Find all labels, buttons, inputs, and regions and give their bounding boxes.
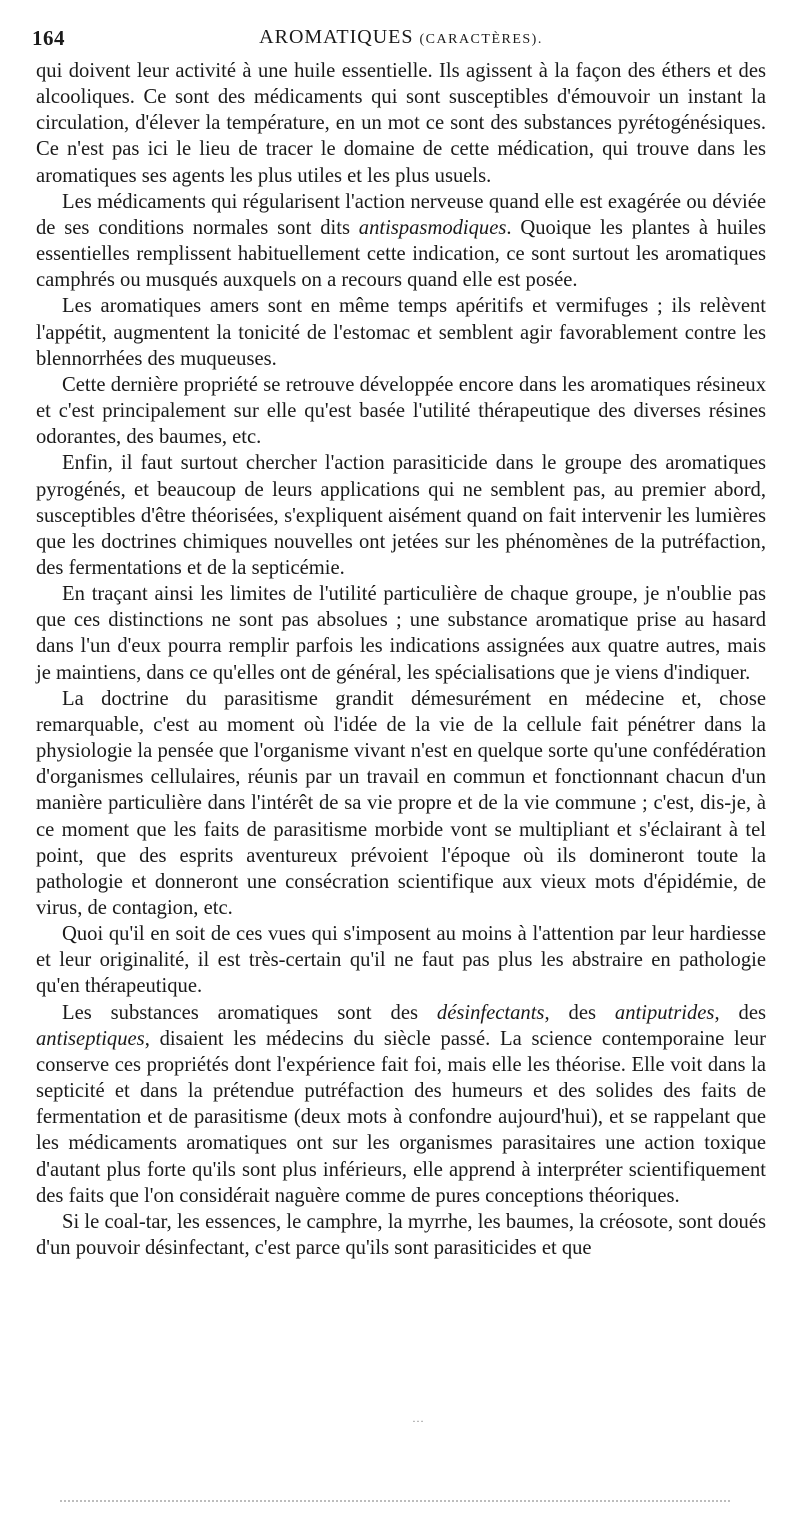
text-run: qui doivent leur activité à une huile essentielle. Ils agissent à la façon des éthers et des alcooliques. Ce sont des médicaments qui sont susceptibles d'émouvoir un instant la circulation, d'élever la température, en un mot ce sont des substances pyrétogénésiques. Ce n'est pas ici le lieu de tracer le domaine de cette médication, qui trouve dans les aromatiques ses agents les plus utiles et les plus usuels. bbox=[36, 60, 766, 187]
running-title-main: AROMATIQUES bbox=[259, 26, 414, 48]
paragraph bbox=[36, 1209, 766, 1261]
page-number: 164 bbox=[32, 26, 65, 50]
text-run: Quoi qu'il en soit de ces vues qui s'imposent au moins à l'attention par leur hardiesse et leur originalité, il est très-certain qu'il ne faut pas plus les abstraire en pathologie qu'en thérapeutique. bbox=[36, 923, 766, 998]
running-header bbox=[32, 26, 770, 52]
paragraph bbox=[36, 58, 766, 189]
text-run: La doctrine du parasitisme grandit démesurément en médecine et, chose remarquable, c'est au moment où l'idée de la vie de la cellule fait pénétrer dans la physiologie la pensée que l'organisme vivant n'est en quelque sorte qu'une confédération d'organismes cellulaires, réunis par un travail en commun et fonctionnant chacun d'un manière particulière dans l'intérêt de sa vie propre et de la vie commune ; c'est, dis-je, à ce moment que les faits de parasitisme morbide vont se multipliant et s'éclairant à tel point, que des esprits aventureux prévoient l'époque où ils domineront toute la pathologie et donneront une consécration scientifique aux vieux mots d'épidémie, de virus, de contagion, etc. bbox=[36, 687, 766, 919]
text-run: . Quoique les plantes à huiles essentielles remplissent habituellement cette indication, ce sont surtout les aromatiques camphrés ou musqués auxquels on a recours quand elle est posée. bbox=[36, 216, 766, 292]
running-title bbox=[32, 26, 770, 49]
italic-term: désinfectants bbox=[436, 1001, 545, 1024]
text-run: , disaient les médecins du siècle passé. La science contemporaine leur conserve ces propriétés dont l'expérience fait foi, mais elle les théorise. Elle voit dans la septicité et dans la prétendue putréfaction des humeurs et des solides des faits de fermentation et de parasitisme (deux mots à confondre aujourd'hui), et se rappelant que les médicaments aromatiques ont sur les organismes parasitaires une action toxique d'autant plus forte qu'ils sont plus inférieurs, elle apprend à interpréter scientifiquement des faits que l'on considérait naguère comme de pures conceptions théoriques. bbox=[36, 1027, 766, 1207]
paragraph bbox=[36, 293, 766, 371]
body-text bbox=[36, 58, 766, 1261]
running-title-subtitle: (CARACTÈRES). bbox=[419, 32, 543, 47]
text-run: Si le coal-tar, les essences, le camphre, la myrrhe, les baumes, la créosote, sont doués d'un pouvoir désinfectant, c'est parce qu'ils sont parasiticides et que bbox=[36, 1210, 766, 1260]
text-run: Les aromatiques amers sont en même temps apéritifs et vermifuges ; ils relèvent l'appétit, augmentent la tonicité de l'estomac et semblent agir favorablement contre les blennorrhées des muqueuses. bbox=[36, 295, 766, 370]
paragraph bbox=[36, 581, 766, 686]
paragraph bbox=[36, 1000, 766, 1209]
italic-term: antiseptiques bbox=[36, 1027, 145, 1050]
text-run: Enfin, il faut surtout chercher l'action parasiticide dans le groupe des aromatiques pyrogénés, et beaucoup de leurs applications qui ne semblent pas, au premier abord, susceptibles d'être théorisées, s'expliquent aisément quand on fait intervenir les lumières que les doctrines chimiques nouvelles ont jetées sur les phénomènes de la putréfaction, des fermentations et de la septicémie. bbox=[36, 452, 766, 579]
paragraph bbox=[36, 450, 766, 581]
text-run: , des bbox=[714, 1001, 766, 1024]
paragraph bbox=[36, 921, 766, 999]
paragraph bbox=[36, 189, 766, 294]
page-mark: … bbox=[412, 1411, 424, 1425]
paragraph bbox=[36, 372, 766, 450]
italic-term: antiputrides bbox=[614, 1001, 715, 1024]
text-run: Les médicaments qui régularisent l'action nerveuse quand elle est exagérée ou déviée de ses conditions normales sont dits bbox=[36, 190, 766, 239]
text-run: , des bbox=[544, 1001, 615, 1024]
text-run: Cette dernière propriété se retrouve développée encore dans les aromatiques résineux et c'est principalement sur elle qu'est basée l'utilité thérapeutique des diverses résines odorantes, des baumes, etc. bbox=[36, 373, 766, 449]
text-run: En traçant ainsi les limites de l'utilité particulière de chaque groupe, je n'oublie pas que ces distinctions ne sont pas absolues ; une substance aromatique prise au hasard dans l'un d'eux pourra remplir parfois les indications assignées aux quatre autres, mais je maintiens, dans ce qu'elles ont de général, les spécialisations que je viens d'indiquer. bbox=[36, 583, 766, 684]
paragraph bbox=[36, 686, 766, 921]
text-run: Les substances aromatiques sont des bbox=[62, 1001, 437, 1024]
bottom-rule bbox=[60, 1500, 730, 1502]
italic-term: antispasmodiques bbox=[358, 216, 507, 239]
